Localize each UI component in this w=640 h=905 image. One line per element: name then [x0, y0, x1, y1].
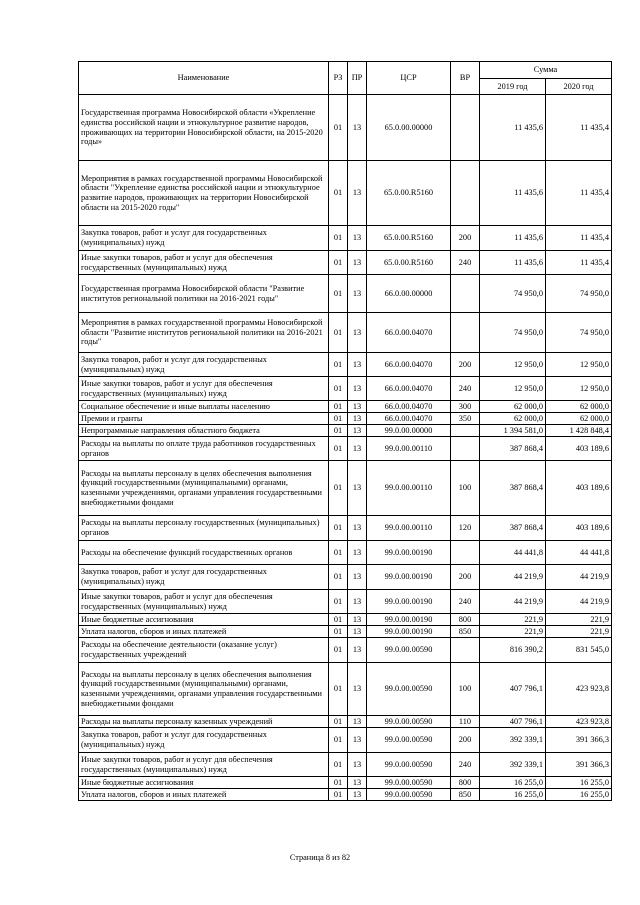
row-2019-cell: 387 868,4	[480, 461, 546, 516]
row-csr-cell: 99.0.00.00590	[367, 728, 451, 753]
row-rz-cell: 01	[329, 789, 348, 801]
row-2019-cell: 392 339,1	[480, 753, 546, 777]
table-row	[79, 437, 612, 461]
table-row	[79, 753, 612, 777]
row-rz-cell: 01	[329, 377, 348, 401]
row-2019-cell: 44 441,8	[480, 541, 546, 565]
row-2020-cell: 831 545,0	[546, 638, 612, 663]
row-pr-cell: 13	[348, 716, 367, 728]
row-rz-cell: 01	[329, 663, 348, 716]
row-csr-cell: 66.0.00.04070	[367, 353, 451, 377]
row-vr-cell: 300	[451, 401, 480, 413]
row-rz-cell: 01	[329, 614, 348, 626]
row-pr-cell: 13	[348, 226, 367, 251]
row-2019-cell: 62 000,0	[480, 413, 546, 425]
row-2019-cell: 816 390,2	[480, 638, 546, 663]
row-pr-cell: 13	[348, 275, 367, 313]
row-csr-cell: 65.0.00.R5160	[367, 226, 451, 251]
header-pr: ПР	[348, 62, 367, 95]
row-pr-cell: 13	[348, 541, 367, 565]
row-vr-cell	[451, 437, 480, 461]
row-name-cell: Иные бюджетные ассигнования	[79, 777, 329, 789]
row-pr-cell: 13	[348, 565, 367, 590]
row-2020-cell: 16 255,0	[546, 789, 612, 801]
table-row	[79, 541, 612, 565]
row-rz-cell: 01	[329, 461, 348, 516]
row-2020-cell: 12 950,0	[546, 353, 612, 377]
row-name-cell: Иные закупки товаров, работ и услуг для обеспечения государственных (муниципальных) нужд	[79, 377, 329, 401]
row-rz-cell: 01	[329, 626, 348, 638]
row-pr-cell: 13	[348, 789, 367, 801]
table-row	[79, 789, 612, 801]
row-2020-cell: 11 435,4	[546, 226, 612, 251]
row-2019-cell: 62 000,0	[480, 401, 546, 413]
row-name-cell: Иные закупки товаров, работ и услуг для обеспечения государственных (муниципальных) нужд	[79, 590, 329, 614]
row-vr-cell: 850	[451, 789, 480, 801]
row-csr-cell: 65.0.00.R5160	[367, 161, 451, 226]
row-name-cell: Расходы на выплаты персоналу в целях обеспечения выполнения функций государственными (муниципальными) органами, казенными учреждениями, органами управления государственными внебюджетными фондами	[79, 663, 329, 716]
row-pr-cell: 13	[348, 251, 367, 275]
row-2020-cell: 44 441,8	[546, 541, 612, 565]
header-csr: ЦСР	[367, 62, 451, 95]
row-2020-cell: 403 189,6	[546, 516, 612, 541]
row-name-cell: Закупка товаров, работ и услуг для государственных (муниципальных) нужд	[79, 565, 329, 590]
table-row	[79, 638, 612, 663]
row-rz-cell: 01	[329, 425, 348, 437]
row-2020-cell: 44 219,9	[546, 590, 612, 614]
row-csr-cell: 99.0.00.00590	[367, 753, 451, 777]
row-2019-cell: 407 796,1	[480, 716, 546, 728]
table-row	[79, 777, 612, 789]
row-csr-cell: 99.0.00.00110	[367, 437, 451, 461]
row-name-cell: Расходы на обеспечение функций государственных органов	[79, 541, 329, 565]
header-rz: РЗ	[329, 62, 348, 95]
row-name-cell: Мероприятия в рамках государственной программы Новосибирской области "Укрепление единства российской нации и этнокультурное развитие народов, проживающих на территории Новосибирской области на 2015-2020 годы"	[79, 161, 329, 226]
row-pr-cell: 13	[348, 626, 367, 638]
table-row	[79, 161, 612, 226]
row-2019-cell: 16 255,0	[480, 777, 546, 789]
row-name-cell: Расходы на выплаты по оплате труда работников государственных органов	[79, 437, 329, 461]
table-row	[79, 251, 612, 275]
table-row	[79, 353, 612, 377]
table-row	[79, 614, 612, 626]
row-name-cell: Расходы на выплаты персоналу в целях обеспечения выполнения функций государственными (муниципальными) органами, казенными учреждениями, органами управления государственными внебюджетными фондами	[79, 461, 329, 516]
row-vr-cell	[451, 638, 480, 663]
row-vr-cell: 850	[451, 626, 480, 638]
row-vr-cell: 100	[451, 461, 480, 516]
row-rz-cell: 01	[329, 437, 348, 461]
row-2020-cell: 62 000,0	[546, 413, 612, 425]
row-csr-cell: 65.0.00.00000	[367, 95, 451, 161]
header-vr: ВР	[451, 62, 480, 95]
row-2019-cell: 387 868,4	[480, 437, 546, 461]
row-pr-cell: 13	[348, 313, 367, 353]
table-row	[79, 401, 612, 413]
row-vr-cell: 100	[451, 663, 480, 716]
row-2020-cell: 16 255,0	[546, 777, 612, 789]
row-2019-cell: 12 950,0	[480, 377, 546, 401]
row-2020-cell: 391 366,3	[546, 753, 612, 777]
table-row	[79, 590, 612, 614]
row-vr-cell: 350	[451, 413, 480, 425]
row-csr-cell: 99.0.00.00590	[367, 789, 451, 801]
row-csr-cell: 99.0.00.00190	[367, 590, 451, 614]
row-rz-cell: 01	[329, 565, 348, 590]
row-pr-cell: 13	[348, 437, 367, 461]
row-pr-cell: 13	[348, 401, 367, 413]
row-2020-cell: 1 428 848,4	[546, 425, 612, 437]
table-row	[79, 565, 612, 590]
row-name-cell: Закупка товаров, работ и услуг для государственных (муниципальных) нужд	[79, 226, 329, 251]
row-csr-cell: 99.0.00.00000	[367, 425, 451, 437]
table-row	[79, 461, 612, 516]
row-name-cell: Расходы на выплаты персоналу казенных учреждений	[79, 716, 329, 728]
row-rz-cell: 01	[329, 95, 348, 161]
row-pr-cell: 13	[348, 728, 367, 753]
row-rz-cell: 01	[329, 728, 348, 753]
budget-table	[78, 61, 612, 801]
row-csr-cell: 99.0.00.00190	[367, 614, 451, 626]
header-2019: 2019 год	[480, 79, 546, 95]
row-rz-cell: 01	[329, 516, 348, 541]
row-2020-cell: 423 923,8	[546, 663, 612, 716]
table-row	[79, 626, 612, 638]
row-name-cell: Расходы на выплаты персоналу государственных (муниципальных) органов	[79, 516, 329, 541]
row-csr-cell: 99.0.00.00110	[367, 461, 451, 516]
header-sum: Сумма	[480, 62, 612, 79]
row-name-cell: Уплата налогов, сборов и иных платежей	[79, 789, 329, 801]
row-pr-cell: 13	[348, 590, 367, 614]
table-row	[79, 313, 612, 353]
row-rz-cell: 01	[329, 753, 348, 777]
row-vr-cell: 200	[451, 226, 480, 251]
row-vr-cell	[451, 275, 480, 313]
row-2019-cell: 16 255,0	[480, 789, 546, 801]
row-2020-cell: 403 189,6	[546, 437, 612, 461]
row-vr-cell	[451, 95, 480, 161]
row-pr-cell: 13	[348, 516, 367, 541]
row-csr-cell: 99.0.00.00590	[367, 716, 451, 728]
row-vr-cell	[451, 425, 480, 437]
row-2019-cell: 74 950,0	[480, 313, 546, 353]
table-body	[79, 95, 612, 801]
row-name-cell: Мероприятия в рамках государственной программы Новосибирской области "Развитие институтов региональной политики на 2016-2021 годы"	[79, 313, 329, 353]
row-name-cell: Государственная программа Новосибирской области "Развитие институтов региональной политики на 2016-2021 годы"	[79, 275, 329, 313]
row-2020-cell: 423 923,8	[546, 716, 612, 728]
row-name-cell: Непрограммные направления областного бюджета	[79, 425, 329, 437]
row-2019-cell: 221,9	[480, 614, 546, 626]
row-vr-cell: 200	[451, 565, 480, 590]
table-row	[79, 516, 612, 541]
table-header	[79, 62, 612, 95]
row-2020-cell: 221,9	[546, 614, 612, 626]
table-row	[79, 728, 612, 753]
row-rz-cell: 01	[329, 161, 348, 226]
row-rz-cell: 01	[329, 638, 348, 663]
row-2020-cell: 11 435,4	[546, 95, 612, 161]
row-2019-cell: 11 435,6	[480, 161, 546, 226]
row-2019-cell: 11 435,6	[480, 95, 546, 161]
row-pr-cell: 13	[348, 638, 367, 663]
row-vr-cell: 240	[451, 251, 480, 275]
row-name-cell: Иные закупки товаров, работ и услуг для обеспечения государственных (муниципальных) нужд	[79, 251, 329, 275]
row-2020-cell: 11 435,4	[546, 251, 612, 275]
row-2019-cell: 387 868,4	[480, 516, 546, 541]
row-csr-cell: 99.0.00.00190	[367, 626, 451, 638]
row-name-cell: Закупка товаров, работ и услуг для государственных (муниципальных) нужд	[79, 728, 329, 753]
row-rz-cell: 01	[329, 716, 348, 728]
row-csr-cell: 99.0.00.00110	[367, 516, 451, 541]
row-pr-cell: 13	[348, 461, 367, 516]
row-name-cell: Уплата налогов, сборов и иных платежей	[79, 626, 329, 638]
table-row	[79, 95, 612, 161]
row-vr-cell: 240	[451, 753, 480, 777]
row-rz-cell: 01	[329, 226, 348, 251]
row-rz-cell: 01	[329, 541, 348, 565]
row-csr-cell: 99.0.00.00590	[367, 777, 451, 789]
row-pr-cell: 13	[348, 353, 367, 377]
row-2019-cell: 12 950,0	[480, 353, 546, 377]
row-csr-cell: 66.0.00.04070	[367, 377, 451, 401]
row-2020-cell: 403 189,6	[546, 461, 612, 516]
row-pr-cell: 13	[348, 161, 367, 226]
row-2019-cell: 407 796,1	[480, 663, 546, 716]
row-2019-cell: 44 219,9	[480, 590, 546, 614]
row-name-cell: Государственная программа Новосибирской области «Укрепление единства российской нации и этнокультурное развитие народов, проживающих на территории Новосибирской области, на 2015-2020 годы»	[79, 95, 329, 161]
row-2019-cell: 11 435,6	[480, 226, 546, 251]
row-vr-cell	[451, 313, 480, 353]
row-vr-cell	[451, 541, 480, 565]
row-vr-cell: 240	[451, 590, 480, 614]
row-vr-cell: 800	[451, 614, 480, 626]
row-rz-cell: 01	[329, 401, 348, 413]
row-csr-cell: 66.0.00.00000	[367, 275, 451, 313]
row-csr-cell: 65.0.00.R5160	[367, 251, 451, 275]
row-2020-cell: 44 219,9	[546, 565, 612, 590]
row-name-cell: Иные закупки товаров, работ и услуг для обеспечения государственных (муниципальных) нужд	[79, 753, 329, 777]
row-2020-cell: 11 435,4	[546, 161, 612, 226]
row-pr-cell: 13	[348, 777, 367, 789]
table-row	[79, 377, 612, 401]
row-2019-cell: 11 435,6	[480, 251, 546, 275]
row-2020-cell: 62 000,0	[546, 401, 612, 413]
table-row	[79, 716, 612, 728]
row-rz-cell: 01	[329, 251, 348, 275]
row-name-cell: Расходы на обеспечение деятельности (оказание услуг) государственных учреждений	[79, 638, 329, 663]
row-pr-cell: 13	[348, 753, 367, 777]
row-pr-cell: 13	[348, 425, 367, 437]
row-name-cell: Иные бюджетные ассигнования	[79, 614, 329, 626]
row-pr-cell: 13	[348, 614, 367, 626]
row-vr-cell: 200	[451, 353, 480, 377]
row-vr-cell: 200	[451, 728, 480, 753]
row-pr-cell: 13	[348, 663, 367, 716]
row-name-cell: Социальное обеспечение и иные выплаты населению	[79, 401, 329, 413]
row-2020-cell: 391 366,3	[546, 728, 612, 753]
row-vr-cell: 240	[451, 377, 480, 401]
row-rz-cell: 01	[329, 413, 348, 425]
row-name-cell: Закупка товаров, работ и услуг для государственных (муниципальных) нужд	[79, 353, 329, 377]
row-pr-cell: 13	[348, 413, 367, 425]
row-rz-cell: 01	[329, 275, 348, 313]
table-row	[79, 663, 612, 716]
row-2020-cell: 74 950,0	[546, 275, 612, 313]
row-pr-cell: 13	[348, 95, 367, 161]
table-row	[79, 226, 612, 251]
row-vr-cell: 800	[451, 777, 480, 789]
row-csr-cell: 66.0.00.04070	[367, 413, 451, 425]
row-vr-cell: 110	[451, 716, 480, 728]
header-2020: 2020 год	[546, 79, 612, 95]
row-2019-cell: 74 950,0	[480, 275, 546, 313]
row-csr-cell: 99.0.00.00590	[367, 638, 451, 663]
row-rz-cell: 01	[329, 313, 348, 353]
row-name-cell: Премии и гранты	[79, 413, 329, 425]
row-2020-cell: 221,9	[546, 626, 612, 638]
table-row	[79, 425, 612, 437]
row-rz-cell: 01	[329, 353, 348, 377]
row-csr-cell: 66.0.00.04070	[367, 401, 451, 413]
table-row	[79, 413, 612, 425]
row-2019-cell: 44 219,9	[480, 565, 546, 590]
row-csr-cell: 99.0.00.00590	[367, 663, 451, 716]
row-vr-cell	[451, 161, 480, 226]
row-csr-cell: 99.0.00.00190	[367, 541, 451, 565]
row-vr-cell: 120	[451, 516, 480, 541]
table-row	[79, 275, 612, 313]
row-2020-cell: 74 950,0	[546, 313, 612, 353]
row-rz-cell: 01	[329, 777, 348, 789]
row-rz-cell: 01	[329, 590, 348, 614]
page-number: Страница 8 из 82	[289, 853, 351, 862]
row-csr-cell: 99.0.00.00190	[367, 565, 451, 590]
row-csr-cell: 66.0.00.04070	[367, 313, 451, 353]
row-2019-cell: 1 394 581,0	[480, 425, 546, 437]
row-2019-cell: 221,9	[480, 626, 546, 638]
header-name: Наименование	[79, 62, 329, 95]
row-2019-cell: 392 339,1	[480, 728, 546, 753]
row-2020-cell: 12 950,0	[546, 377, 612, 401]
row-pr-cell: 13	[348, 377, 367, 401]
